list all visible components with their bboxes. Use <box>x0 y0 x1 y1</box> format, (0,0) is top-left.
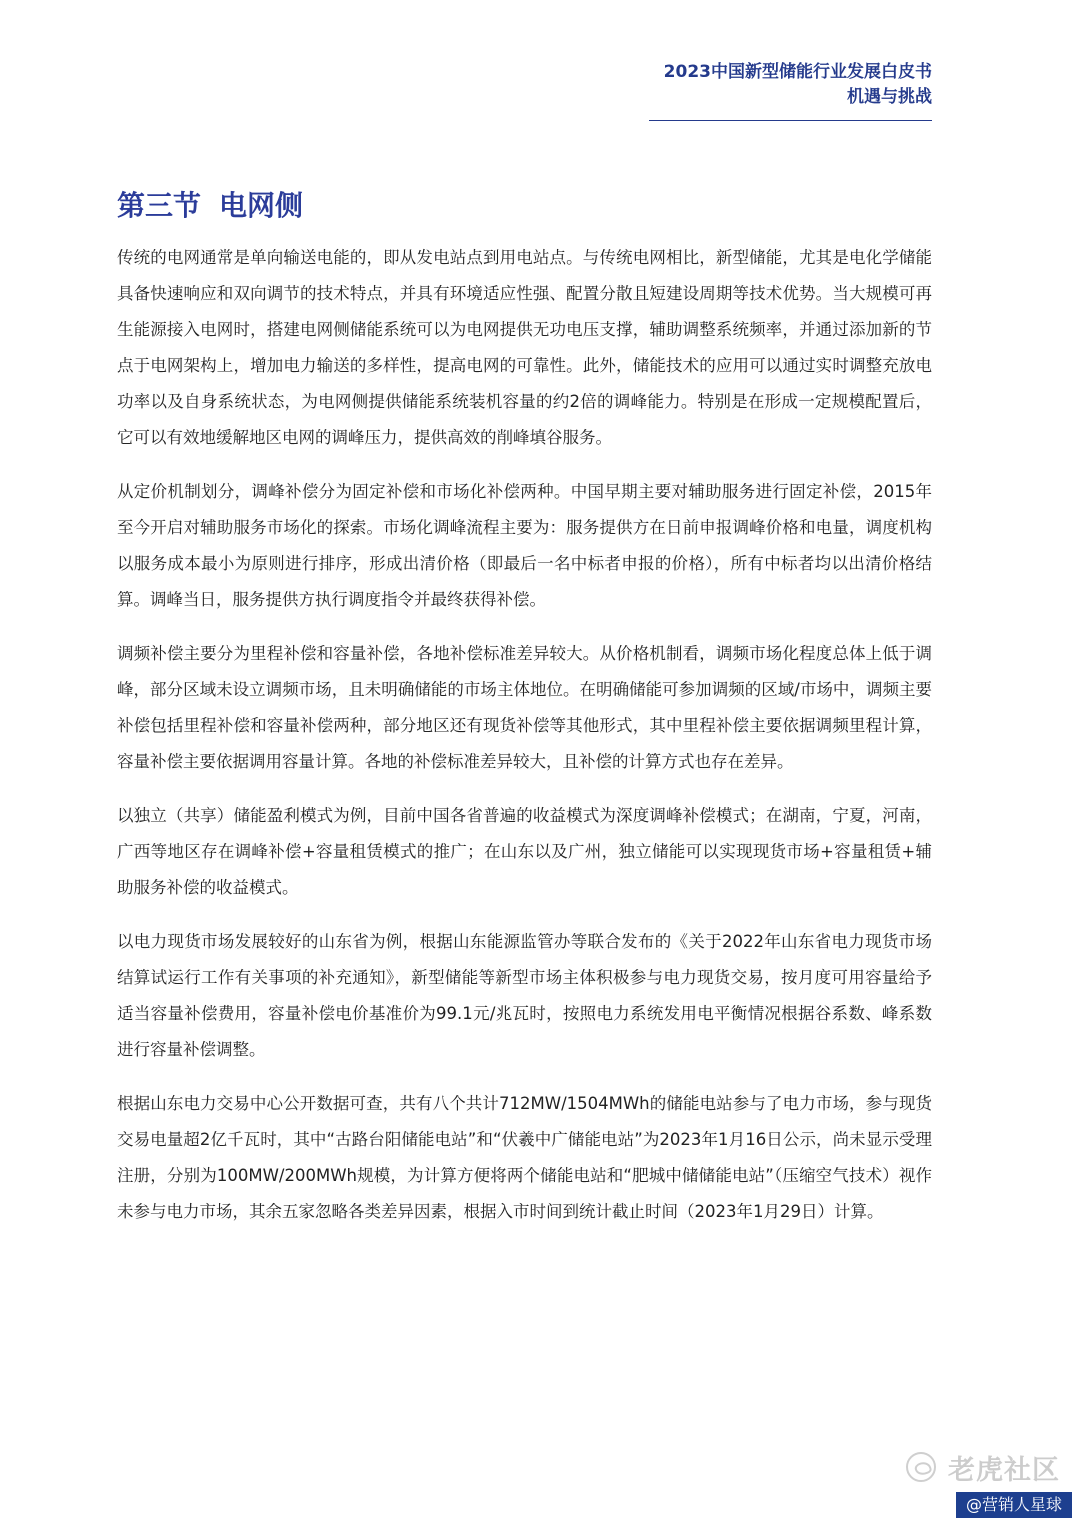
section-title: 电网侧 <box>219 189 304 222</box>
header-divider <box>649 120 932 121</box>
paragraph-frequency-regulation-compensation: 调频补偿主要分为里程补偿和容量补偿，各地补偿标准差异较大。从价格机制看，调频市场化程度总体上低于调峰，部分区域未设立调频市场，且未明确储能的市场主体地位。在明确储能可参加调频的区域/市场中，调频主要补偿包括里程补偿和容量补偿两种，部分地区还有现货补偿等其他形式，其中里程补偿主要依据调频里程计算，容量补偿主要依据调用容量计算。各地的补偿标准差异较大，且补偿的计算方式也存在差异。 <box>117 644 932 771</box>
header-title: 2023中国新型储能行业发展白皮书 <box>663 62 932 82</box>
watermark <box>906 1447 1060 1487</box>
paragraph-shandong-spot-market: 以电力现货市场发展较好的山东省为例，根据山东能源监管办等联合发布的《关于2022年山东省电力现货市场结算试运行工作有关事项的补充通知》，新型储能等新型市场主体积极参与电力现货交易，按月度可用容量给予适当容量补偿费用，容量补偿电价基准价为99.1元/兆瓦时，按照电力系统发用电平衡情况根据谷系数、峰系数进行容量补偿调整。 <box>117 932 932 1059</box>
paragraph-grid-storage-intro: 传统的电网通常是单向输送电能的，即从发电站点到用电站点。与传统电网相比，新型储能，尤其是电化学储能具备快速响应和双向调节的技术特点，并具有环境适应性强、配置分散且短建设周期等技术优势。当大规模可再生能源接入电网时，搭建电网侧储能系统可以为电网提供无功电压支撑，辅助调整系统频率，并通过添加新的节点于电网架构上，增加电力输送的多样性，提高电网的可靠性。此外，储能技术的应用可以通过实时调整充放电功率以及自身系统状态，为电网侧提供储能系统装机容量的约2倍的调峰能力。特别是在形成一定规模配置后，它可以有效地缓解地区电网的调峰压力，提供高效的削峰填谷服务。 <box>117 248 932 447</box>
body-content <box>117 240 932 1248</box>
source-badge: @营销人星球 <box>956 1492 1072 1518</box>
paragraph-peak-regulation-compensation: 从定价机制划分，调峰补偿分为固定补偿和市场化补偿两种。中国早期主要对辅助服务进行固定补偿，2015年至今开启对辅助服务市场化的探索。市场化调峰流程主要为：服务提供方在日前申报调峰价格和电量，调度机构以服务成本最小为原则进行排序，形成出清价格（即最后一名中标者申报的价格），所有中标者均以出清价格结算。调峰当日，服务提供方执行调度指令并最终获得补偿。 <box>117 482 932 609</box>
header-subtitle: 机遇与挑战 <box>847 87 932 107</box>
section-heading <box>117 186 303 226</box>
tiger-logo-icon <box>906 1452 936 1482</box>
section-number: 第三节 <box>117 189 202 222</box>
watermark-brand: 老虎社区 <box>948 1454 1060 1486</box>
document-header <box>664 60 932 110</box>
paragraph-shandong-trading-data: 根据山东电力交易中心公开数据可查，共有八个共计712MW/1504MWh的储能电站参与了电力市场，参与现货交易电量超2亿千瓦时，其中“古路台阳储能电站”和“伏羲中广储能电站”为2023年1月16日公示，尚未显示受理注册，分别为100MW/200MWh规模，为计算方便将两个储能电站和“肥城中储储能电站”（压缩空气技术）视作未参与电力市场，其余五家忽略各类差异因素，根据入市时间到统计截止时间（2023年1月29日）计算。 <box>117 1094 932 1221</box>
paragraph-independent-storage-model: 以独立（共享）储能盈利模式为例，目前中国各省普遍的收益模式为深度调峰补偿模式；在湖南，宁夏，河南，广西等地区存在调峰补偿+容量租赁模式的推广；在山东以及广州，独立储能可以实现现货市场+容量租赁+辅助服务补偿的收益模式。 <box>117 806 932 897</box>
